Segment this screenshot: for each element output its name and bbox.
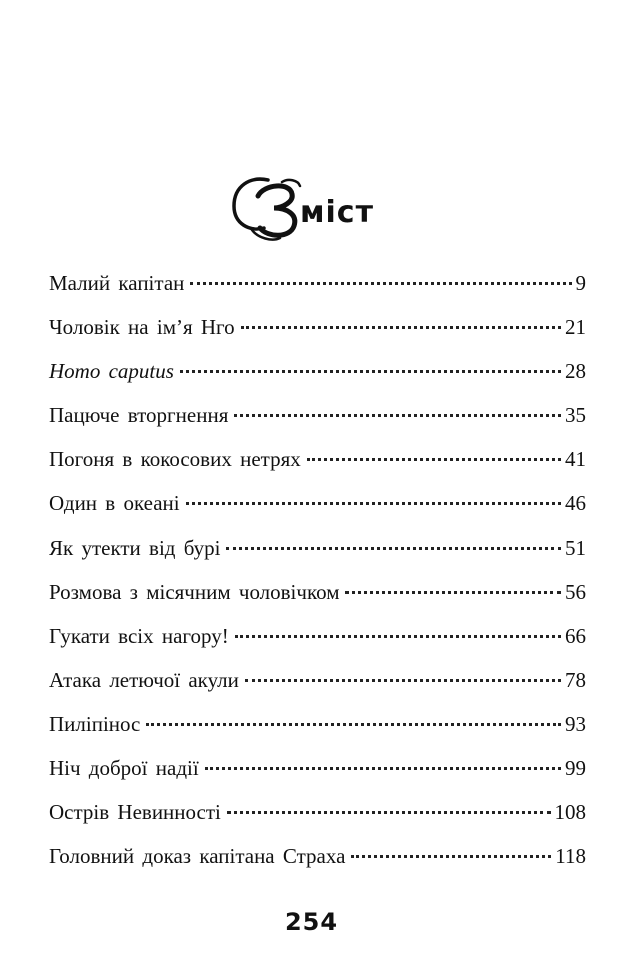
toc-entry-title: Острів Невинності	[49, 800, 221, 825]
toc-entry[interactable]	[49, 797, 586, 841]
toc-entry[interactable]	[49, 533, 586, 577]
toc-entry-title: Головний доказ капітана Страха	[49, 844, 346, 869]
toc-entry-page: 78	[565, 667, 586, 692]
dot-leader	[307, 458, 561, 461]
toc-entry[interactable]	[49, 709, 586, 753]
toc-entry-page: 108	[554, 800, 586, 825]
dot-leader	[180, 370, 561, 373]
toc-entry[interactable]	[49, 312, 586, 356]
toc-entry-title: Чоловік на ім’я Нго	[49, 315, 235, 340]
dot-leader	[190, 282, 571, 285]
dot-leader	[345, 591, 561, 594]
toc-entry-title: Атака летючої акули	[49, 667, 239, 692]
dot-leader	[186, 502, 561, 505]
toc-entry-page: 41	[565, 447, 586, 472]
heading-text: міст	[300, 195, 374, 230]
toc-entry[interactable]	[49, 621, 586, 665]
dot-leader	[245, 679, 561, 682]
toc-entry-title: Пиліпінос	[49, 711, 141, 736]
toc-entry-page: 46	[565, 491, 586, 516]
dot-leader	[351, 855, 551, 858]
toc-entry-page: 93	[565, 711, 586, 736]
toc-entry-page: 56	[565, 579, 586, 604]
toc-entry[interactable]	[49, 400, 586, 444]
toc-entry[interactable]	[49, 665, 586, 709]
toc-entry-page: 9	[575, 271, 586, 295]
toc-entry-title: Розмова з місячним чоловічком	[49, 579, 340, 604]
dot-leader	[227, 811, 551, 814]
toc-entry-page: 21	[565, 315, 586, 340]
toc-entry-title: Гукати всіх нагору!	[49, 623, 229, 648]
dot-leader	[241, 326, 561, 329]
toc-entry-title: Як утекти від бурі	[49, 535, 221, 560]
dot-leader	[235, 635, 561, 638]
toc-entry-title: Один в океані	[49, 491, 180, 516]
dot-leader	[226, 547, 561, 550]
toc-entry[interactable]	[49, 356, 586, 400]
dot-leader	[234, 414, 561, 417]
table-of-contents	[49, 268, 586, 885]
decorative-initial-letter	[228, 168, 310, 244]
toc-entry-page: 35	[565, 403, 586, 428]
dot-leader	[146, 723, 561, 726]
toc-entry-title: Малий капітан	[49, 271, 185, 295]
toc-entry-page: 118	[555, 844, 586, 869]
toc-entry-title: Пацюче вторгнення	[49, 403, 229, 428]
toc-entry-page: 28	[565, 359, 586, 384]
toc-entry[interactable]	[49, 841, 586, 885]
toc-entry-page: 51	[565, 535, 586, 560]
toc-entry-page: 99	[565, 756, 586, 781]
toc-entry-title: Ніч доброї надії	[49, 756, 199, 781]
toc-entry-title: Погоня в кокосових нетрях	[49, 447, 301, 472]
toc-entry[interactable]	[49, 577, 586, 621]
toc-entry-page: 66	[565, 623, 586, 648]
page-number: 254	[284, 908, 339, 936]
toc-entry-title: Homo caputus	[49, 359, 174, 384]
toc-entry[interactable]	[49, 268, 586, 312]
toc-entry[interactable]	[49, 488, 586, 532]
contents-heading	[0, 168, 623, 248]
toc-entry[interactable]	[49, 753, 586, 797]
toc-entry[interactable]	[49, 444, 586, 488]
dot-leader	[205, 767, 561, 770]
